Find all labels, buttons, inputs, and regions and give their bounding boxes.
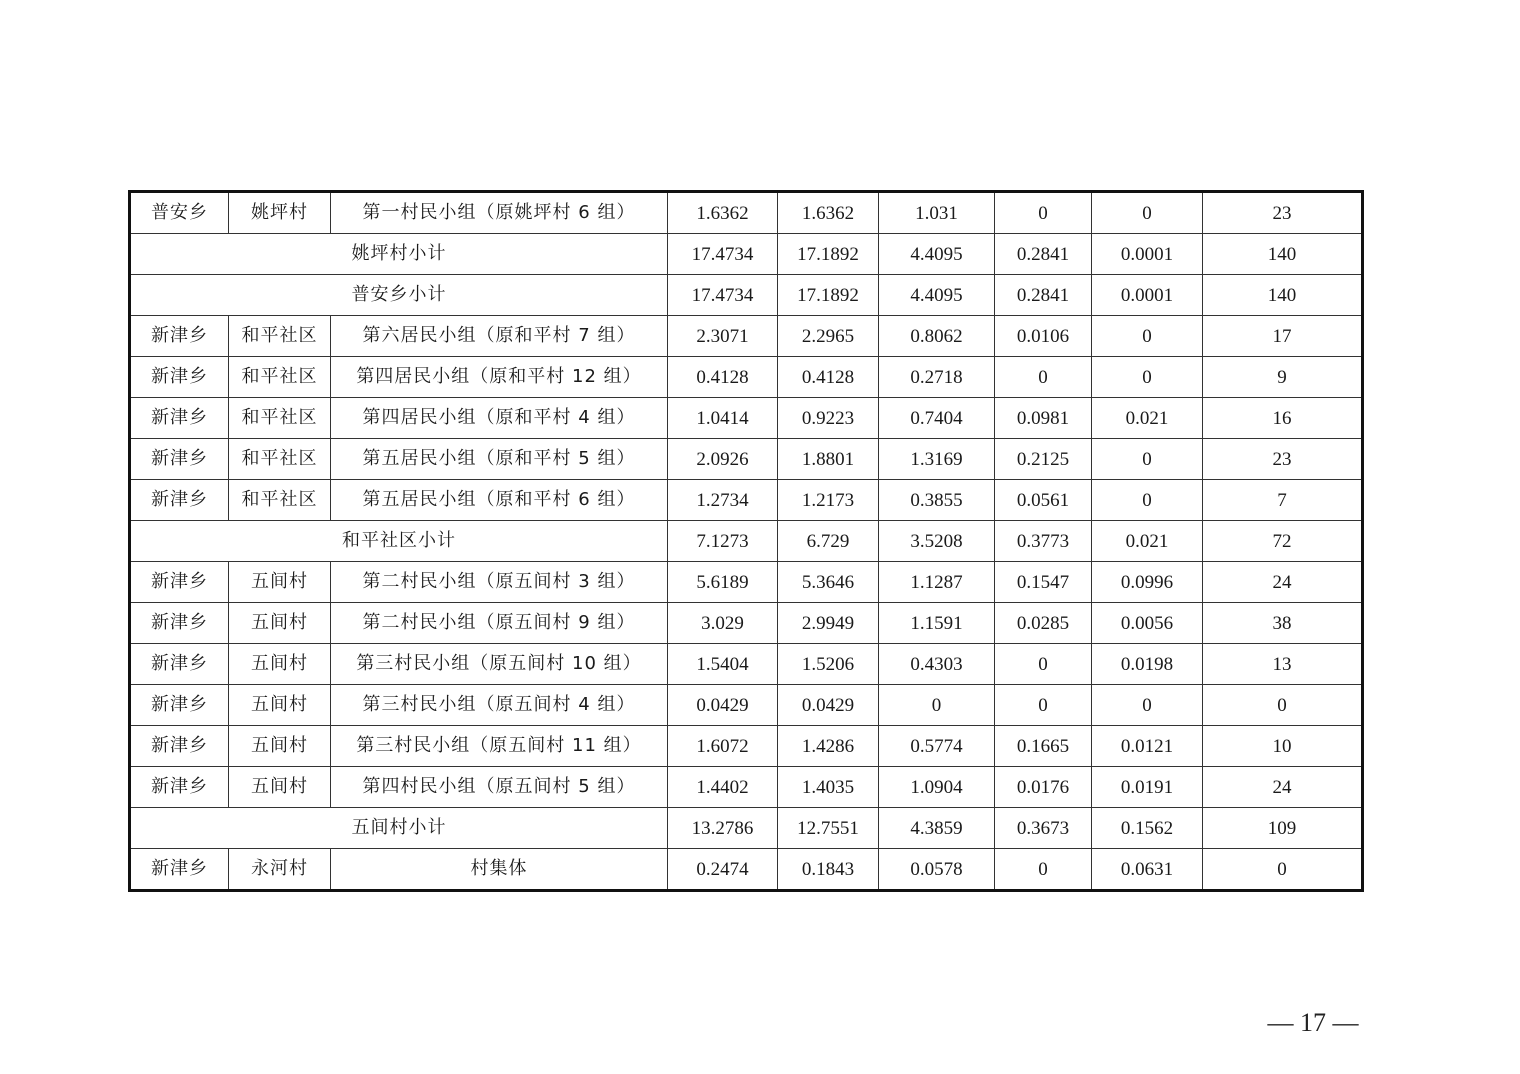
subtotal-label: 姚坪村小计 (130, 234, 668, 275)
value-cell: 0 (995, 849, 1092, 891)
value-cell: 0.0561 (995, 480, 1092, 521)
table-body (130, 192, 1363, 891)
table-row (130, 398, 1363, 439)
value-cell: 6.729 (778, 521, 879, 562)
group-cell: 第四居民小组（原和平村 4 组） (331, 398, 668, 439)
value-cell: 0.5774 (879, 726, 995, 767)
data-table (128, 190, 1364, 892)
township-cell: 新津乡 (130, 726, 229, 767)
value-cell: 0.0198 (1092, 644, 1203, 685)
value-cell: 0.0578 (879, 849, 995, 891)
village-cell: 五间村 (229, 603, 331, 644)
value-cell: 13.2786 (668, 808, 778, 849)
value-cell: 0.021 (1092, 398, 1203, 439)
subtotal-row (130, 521, 1363, 562)
value-cell: 0.1665 (995, 726, 1092, 767)
value-cell: 1.5404 (668, 644, 778, 685)
value-cell: 1.031 (879, 192, 995, 234)
village-cell: 五间村 (229, 685, 331, 726)
subtotal-label: 五间村小计 (130, 808, 668, 849)
township-cell: 新津乡 (130, 644, 229, 685)
value-cell: 0 (1092, 439, 1203, 480)
table-row (130, 685, 1363, 726)
value-cell: 140 (1203, 234, 1363, 275)
value-cell: 72 (1203, 521, 1363, 562)
table-row (130, 726, 1363, 767)
group-cell: 第五居民小组（原和平村 5 组） (331, 439, 668, 480)
value-cell: 1.0904 (879, 767, 995, 808)
table-row (130, 480, 1363, 521)
value-cell: 0.2718 (879, 357, 995, 398)
value-cell: 2.3071 (668, 316, 778, 357)
value-cell: 23 (1203, 192, 1363, 234)
table-row (130, 439, 1363, 480)
value-cell: 0 (1092, 316, 1203, 357)
value-cell: 0.0001 (1092, 275, 1203, 316)
value-cell: 1.2173 (778, 480, 879, 521)
value-cell: 7.1273 (668, 521, 778, 562)
value-cell: 0.2125 (995, 439, 1092, 480)
village-cell: 和平社区 (229, 398, 331, 439)
subtotal-label: 和平社区小计 (130, 521, 668, 562)
group-cell: 第一村民小组（原姚坪村 6 组） (331, 192, 668, 234)
township-cell: 新津乡 (130, 849, 229, 891)
subtotal-row (130, 234, 1363, 275)
village-cell: 和平社区 (229, 480, 331, 521)
subtotal-label: 普安乡小计 (130, 275, 668, 316)
value-cell: 0.1562 (1092, 808, 1203, 849)
value-cell: 0.2474 (668, 849, 778, 891)
value-cell: 0 (995, 357, 1092, 398)
value-cell: 17.1892 (778, 275, 879, 316)
value-cell: 3.029 (668, 603, 778, 644)
township-cell: 普安乡 (130, 192, 229, 234)
group-cell: 第三村民小组（原五间村 10 组） (331, 644, 668, 685)
value-cell: 1.8801 (778, 439, 879, 480)
value-cell: 17.4734 (668, 275, 778, 316)
page-number: — 17 — (1267, 1008, 1359, 1037)
township-cell: 新津乡 (130, 767, 229, 808)
village-cell: 和平社区 (229, 357, 331, 398)
value-cell: 0 (879, 685, 995, 726)
value-cell: 24 (1203, 562, 1363, 603)
subtotal-row (130, 808, 1363, 849)
value-cell: 0.1547 (995, 562, 1092, 603)
value-cell: 2.9949 (778, 603, 879, 644)
value-cell: 10 (1203, 726, 1363, 767)
value-cell: 0 (1092, 685, 1203, 726)
value-cell: 0 (1203, 849, 1363, 891)
table-row (130, 192, 1363, 234)
value-cell: 1.6362 (668, 192, 778, 234)
value-cell: 2.2965 (778, 316, 879, 357)
subtotal-row (130, 275, 1363, 316)
value-cell: 0.0001 (1092, 234, 1203, 275)
value-cell: 0 (1203, 685, 1363, 726)
value-cell: 1.4035 (778, 767, 879, 808)
group-cell: 第三村民小组（原五间村 4 组） (331, 685, 668, 726)
township-cell: 新津乡 (130, 480, 229, 521)
value-cell: 0 (995, 192, 1092, 234)
table-row (130, 316, 1363, 357)
village-cell: 和平社区 (229, 439, 331, 480)
value-cell: 0.0191 (1092, 767, 1203, 808)
value-cell: 0.4128 (668, 357, 778, 398)
value-cell: 0.4303 (879, 644, 995, 685)
township-cell: 新津乡 (130, 398, 229, 439)
value-cell: 12.7551 (778, 808, 879, 849)
value-cell: 0.0981 (995, 398, 1092, 439)
value-cell: 0.0631 (1092, 849, 1203, 891)
group-cell: 第三村民小组（原五间村 11 组） (331, 726, 668, 767)
value-cell: 23 (1203, 439, 1363, 480)
value-cell: 2.0926 (668, 439, 778, 480)
value-cell: 4.3859 (879, 808, 995, 849)
value-cell: 0 (1092, 480, 1203, 521)
value-cell: 38 (1203, 603, 1363, 644)
value-cell: 4.4095 (879, 234, 995, 275)
value-cell: 7 (1203, 480, 1363, 521)
value-cell: 0.0056 (1092, 603, 1203, 644)
value-cell: 5.3646 (778, 562, 879, 603)
group-cell: 第二村民小组（原五间村 3 组） (331, 562, 668, 603)
table-row (130, 357, 1363, 398)
value-cell: 0.021 (1092, 521, 1203, 562)
township-cell: 新津乡 (130, 357, 229, 398)
value-cell: 0.2841 (995, 234, 1092, 275)
value-cell: 140 (1203, 275, 1363, 316)
value-cell: 17.1892 (778, 234, 879, 275)
value-cell: 0.0996 (1092, 562, 1203, 603)
group-cell: 第二村民小组（原五间村 9 组） (331, 603, 668, 644)
value-cell: 3.5208 (879, 521, 995, 562)
value-cell: 0.8062 (879, 316, 995, 357)
value-cell: 0.9223 (778, 398, 879, 439)
value-cell: 9 (1203, 357, 1363, 398)
township-cell: 新津乡 (130, 316, 229, 357)
village-cell: 五间村 (229, 562, 331, 603)
value-cell: 1.1287 (879, 562, 995, 603)
value-cell: 0 (1092, 192, 1203, 234)
value-cell: 0.0176 (995, 767, 1092, 808)
value-cell: 0.0429 (778, 685, 879, 726)
value-cell: 0.3773 (995, 521, 1092, 562)
value-cell: 17.4734 (668, 234, 778, 275)
value-cell: 16 (1203, 398, 1363, 439)
township-cell: 新津乡 (130, 439, 229, 480)
table-row (130, 603, 1363, 644)
township-cell: 新津乡 (130, 562, 229, 603)
value-cell: 0.4128 (778, 357, 879, 398)
value-cell: 0.7404 (879, 398, 995, 439)
village-cell: 五间村 (229, 644, 331, 685)
group-cell: 第六居民小组（原和平村 7 组） (331, 316, 668, 357)
value-cell: 1.5206 (778, 644, 879, 685)
township-cell: 新津乡 (130, 685, 229, 726)
value-cell: 0.3855 (879, 480, 995, 521)
village-cell: 永河村 (229, 849, 331, 891)
value-cell: 1.6362 (778, 192, 879, 234)
village-cell: 和平社区 (229, 316, 331, 357)
group-cell: 第四居民小组（原和平村 12 组） (331, 357, 668, 398)
value-cell: 1.4402 (668, 767, 778, 808)
value-cell: 13 (1203, 644, 1363, 685)
village-cell: 五间村 (229, 767, 331, 808)
group-cell: 第五居民小组（原和平村 6 组） (331, 480, 668, 521)
table-row (130, 644, 1363, 685)
value-cell: 109 (1203, 808, 1363, 849)
village-cell: 五间村 (229, 726, 331, 767)
value-cell: 1.1591 (879, 603, 995, 644)
group-cell: 第四村民小组（原五间村 5 组） (331, 767, 668, 808)
value-cell: 4.4095 (879, 275, 995, 316)
table-row (130, 767, 1363, 808)
group-cell: 村集体 (331, 849, 668, 891)
village-cell: 姚坪村 (229, 192, 331, 234)
value-cell: 1.3169 (879, 439, 995, 480)
value-cell: 1.4286 (778, 726, 879, 767)
value-cell: 0.3673 (995, 808, 1092, 849)
value-cell: 0.0106 (995, 316, 1092, 357)
value-cell: 5.6189 (668, 562, 778, 603)
value-cell: 0.0285 (995, 603, 1092, 644)
value-cell: 0.0121 (1092, 726, 1203, 767)
value-cell: 0.0429 (668, 685, 778, 726)
value-cell: 0 (995, 644, 1092, 685)
township-cell: 新津乡 (130, 603, 229, 644)
value-cell: 1.6072 (668, 726, 778, 767)
value-cell: 0 (995, 685, 1092, 726)
value-cell: 1.2734 (668, 480, 778, 521)
value-cell: 0.1843 (778, 849, 879, 891)
value-cell: 24 (1203, 767, 1363, 808)
value-cell: 0.2841 (995, 275, 1092, 316)
value-cell: 17 (1203, 316, 1363, 357)
table-row (130, 849, 1363, 891)
value-cell: 1.0414 (668, 398, 778, 439)
table-row (130, 562, 1363, 603)
value-cell: 0 (1092, 357, 1203, 398)
